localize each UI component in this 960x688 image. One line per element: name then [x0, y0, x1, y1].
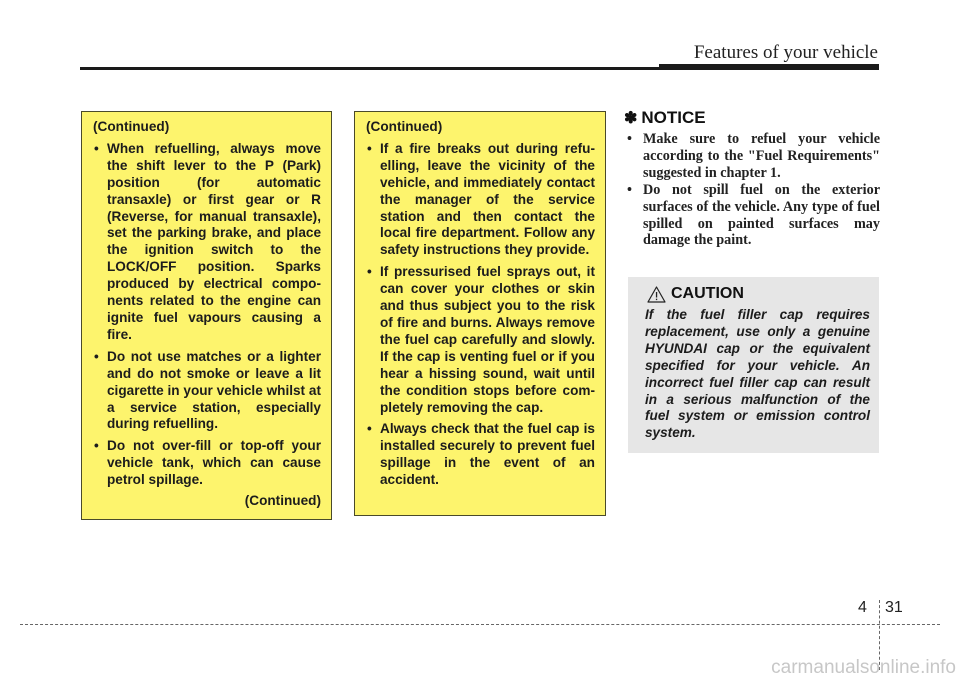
notice-item: • Make sure to refuel your vehicle according to the "Fuel Requirements" suggested in chapter 1. — [624, 131, 880, 182]
page-number: 31 — [885, 599, 903, 616]
warning-list — [93, 141, 321, 489]
notice-title: NOTICE — [641, 108, 706, 127]
warning-item: • Do not use matches or a lighter and do not smoke or leave a lit cigarette in your vehicle whilst at a service station, especially during refuelling. — [93, 349, 321, 434]
warning-item: • Do not over-fill or top-off your vehicle tank, which can cause petrol spillage. — [93, 438, 321, 489]
header-rule-tab — [659, 64, 879, 68]
notice-section — [624, 108, 880, 249]
watermark: carmanualsonline.info — [771, 657, 956, 678]
warning-item: • Always check that the fuel cap is installed securely to prevent fuel spillage in the event of an accident. — [366, 421, 595, 489]
continued-label: (Continued) — [244, 493, 321, 509]
continued-label: (Continued) — [366, 119, 443, 134]
section-title: Features of your vehicle — [693, 42, 878, 63]
chapter-number: 4 — [858, 599, 867, 616]
caution-box — [628, 277, 879, 453]
caution-heading — [647, 285, 870, 303]
warning-item: • If pressurised fuel sprays out, it can cover your clothes or skin and thus subject you to the risk of fire and burns. Always remove the fuel cap carefully and slowly. If the cap is venting fuel or if you hear a hissing sound, wait until the condition stops before completely removing the cap. — [366, 264, 595, 416]
caution-text: If the fuel filler cap requires replacement, use only a genuine HYUNDAI cap or the equivalent specified for your vehicle. An incorrect fuel filler cap can result in a serious malfunction of the fuel system or emission control system. — [645, 307, 870, 441]
notice-heading — [624, 108, 880, 128]
continued-label: (Continued) — [93, 119, 170, 134]
warning-list — [366, 141, 595, 489]
warning-item: • When refuelling, always move the shift lever to the P (Park) position (for automatic transaxle) or first gear or R (Reverse, for manual transaxle), set the parking brake, and place the ignition switch to the LOCK/OFF position. Sparks produced by electrical components related to the engine can ignite fuel vapours causing a fire. — [93, 141, 321, 344]
warning-triangle-icon — [647, 286, 666, 303]
notice-list — [624, 131, 880, 249]
warning-box-middle — [354, 111, 606, 516]
warning-item: • If a fire breaks out during refuelling, leave the vicinity of the vehicle, and immediately contact the manager of the service station and then contact the local fire department. Follow any safety instructions they provide. — [366, 141, 595, 259]
warning-box-left — [81, 111, 332, 520]
caution-title: CAUTION — [671, 285, 744, 302]
footer-rule — [20, 624, 940, 625]
notice-item: • Do not spill fuel on the exterior surfaces of the vehicle. Any type of fuel spilled on painted surfaces may damage the paint. — [624, 182, 880, 250]
asterisk-icon: ✽ — [624, 110, 638, 127]
